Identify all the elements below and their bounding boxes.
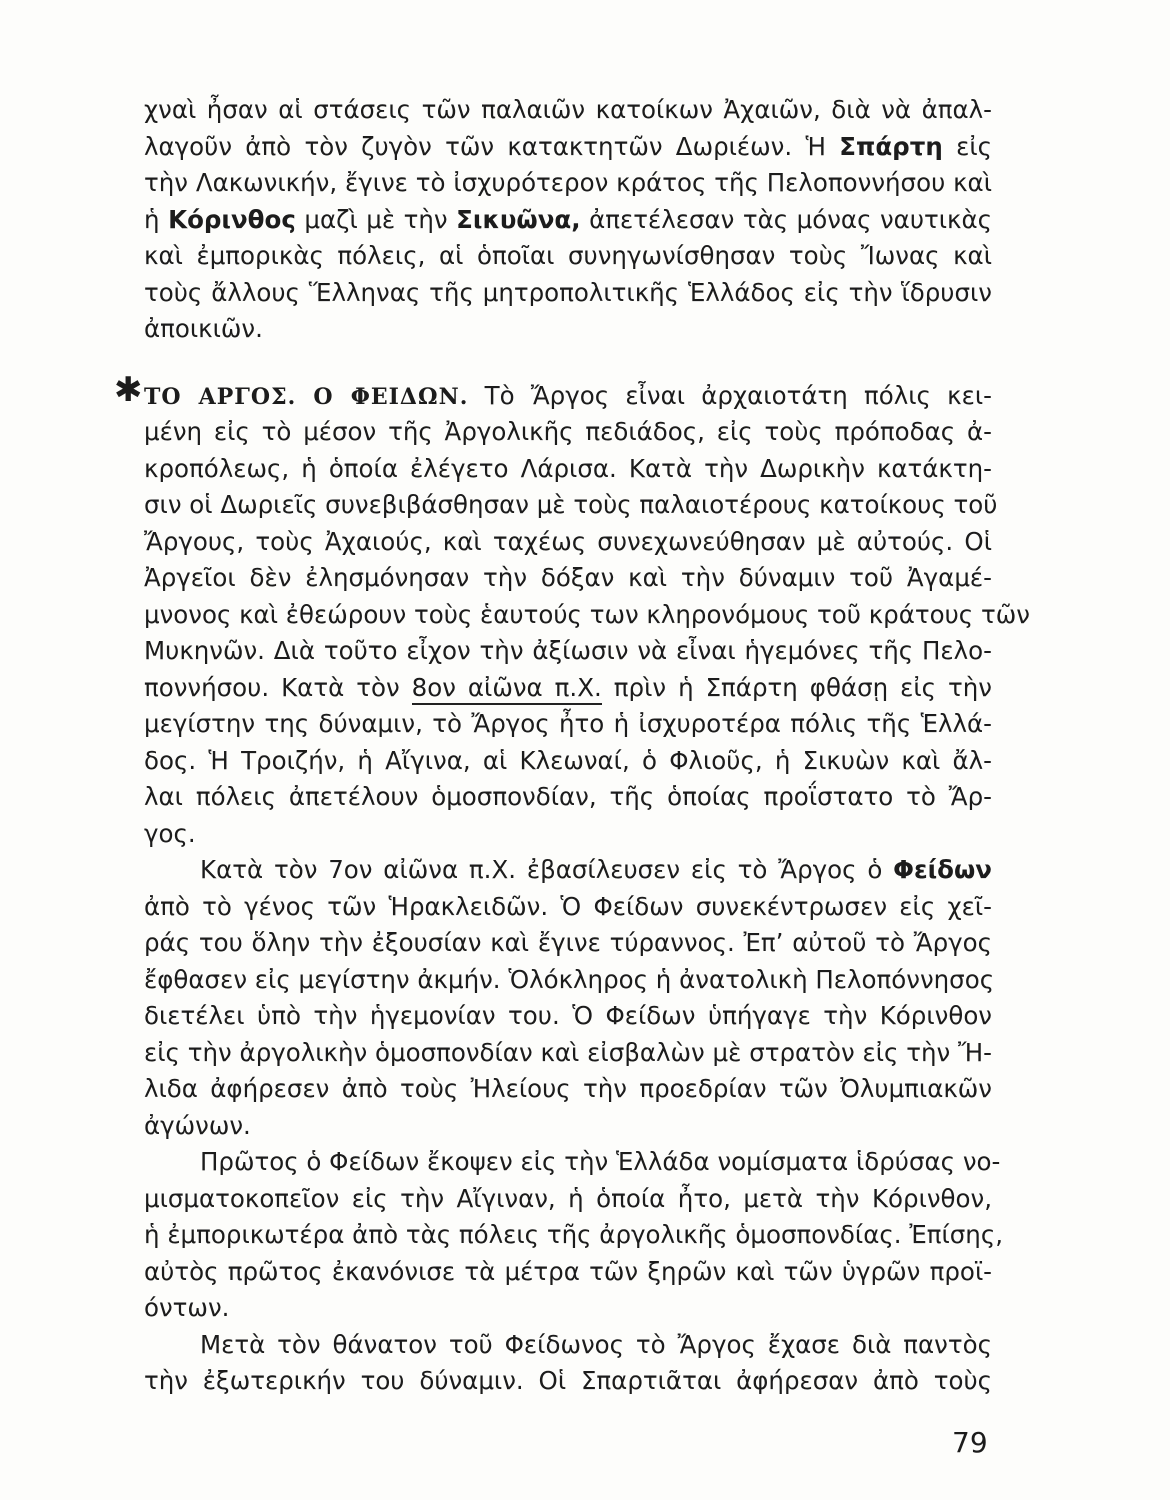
place-name-sparti: Σπάρτη xyxy=(839,131,943,161)
page-body-text xyxy=(144,92,1030,1400)
text-line: Μετὰ τὸν θάνατον τοῦ Φείδωνος τὸ Ἄργος ἔχασε διὰ παντὸς xyxy=(200,1329,992,1359)
text-line: τοὺς ἄλλους Ἕλληνας τῆς μητροπολιτικῆς Ἑλλάδος εἰς τὴν ἵδρυσιν xyxy=(144,277,992,307)
text-line: κροπόλεως, ἡ ὁποία ἐλέγετο Λάρισα. Κατὰ τὴν Δωρικὴν κατάκτη- xyxy=(144,453,992,483)
place-name-korinthos: Κόρινθος xyxy=(168,204,296,234)
text-line: τὴν Λακωνικήν, ἔγινε τὸ ἰσχυρότερον κράτος τῆς Πελοποννήσου καὶ xyxy=(144,168,992,197)
text-span: Τὸ Ἄργος εἶναι ἀρχαιοτάτη πόλις κει- xyxy=(484,380,992,410)
text-line: όντων. xyxy=(144,1293,230,1322)
text-line: τὴν ἐξωτερικήν του δύναμιν. Οἱ Σπαρτιᾶται ἀφήρεσαν ἀπὸ τοὺς xyxy=(144,1366,992,1395)
page-number: 79 xyxy=(952,1426,988,1459)
text-line: Ἄργους, τοὺς Ἀχαιούς, καὶ ταχέως συνεχωνεύθησαν μὲ αὐτούς. Οἱ xyxy=(144,526,992,556)
text-line: εἰς τὴν ἀργολικὴν ὁμοσπονδίαν καὶ εἰσβαλὼν μὲ στρατὸν εἰς τὴν Ἤ- xyxy=(144,1037,992,1067)
text-span: πρὶν ἡ Σπάρτη φθάσῃ εἰς τὴν xyxy=(613,672,992,702)
text-span: ἡ xyxy=(144,204,160,234)
text-line: ἔφθασεν εἰς μεγίστην ἀκμήν. Ὁλόκληρος ἡ ἀνατολικὴ Πελοπόννησος xyxy=(144,964,995,994)
text-line: χναὶ ἦσαν αἱ στάσεις τῶν παλαιῶν κατοίκων Ἀχαιῶν, διὰ νὰ ἀπαλ- xyxy=(144,95,992,124)
text-line: ἀπὸ τὸ γένος τῶν Ἡρακλειδῶν. Ὁ Φείδων συνεκέντρωσεν εἰς χεῖ- xyxy=(144,891,992,921)
text-line xyxy=(144,378,992,415)
paragraph-intro xyxy=(144,92,992,348)
text-line xyxy=(144,852,992,889)
underlined-date: 8ον αἰῶνα π.Χ. xyxy=(412,673,602,705)
paragraph-coinage xyxy=(144,1144,1003,1327)
text-line: ἀποικιῶν. xyxy=(144,314,263,343)
text-line: διετέλει ὑπὸ τὴν ἡγεμονίαν του. Ὁ Φείδων ὑπήγαγε τὴν Κόρινθον xyxy=(144,1001,992,1030)
text-line: δος. Ἡ Τροιζήν, ἡ Αἴγινα, αἱ Κλεωναί, ὁ Φλιοῦς, ἡ Σικυὼν καὶ ἄλ- xyxy=(144,745,992,775)
text-line: αὐτὸς πρῶτος ἐκανόνισε τὰ μέτρα τῶν ξηρῶν καὶ τῶν ὑγρῶν προϊ- xyxy=(144,1256,992,1286)
text-line: μισματοκοπεῖον εἰς τὴν Αἴγιναν, ἡ ὁποία ἦτο, μετὰ τὴν Κόρινθον, xyxy=(144,1183,992,1213)
text-span: εἰς xyxy=(956,131,993,161)
place-name-sikyona: Σικυῶνα, xyxy=(456,204,581,234)
paragraph-feidon xyxy=(144,852,995,1144)
text-line: σιν οἱ Δωριεῖς συνεβιβάσθησαν μὲ τοὺς παλαιοτέρους κατοίκους τοῦ xyxy=(144,490,998,519)
text-line xyxy=(144,129,992,166)
text-line: ράς του ὅλην τὴν ἐξουσίαν καὶ ἔγινε τύραννος. Ἐπ’ αὐτοῦ τὸ Ἄργος xyxy=(144,928,992,957)
text-line: μνονος καὶ ἐθεώρουν τοὺς ἑαυτούς των κληρονόμους τοῦ κράτους τῶν xyxy=(144,599,1030,629)
text-line xyxy=(144,670,992,707)
text-line: μένη εἰς τὸ μέσον τῆς Ἀργολικῆς πεδιάδος, εἰς τοὺς πρόποδας ἀ- xyxy=(144,417,992,446)
text-line: Πρῶτος ὁ Φείδων ἔκοψεν εἰς τὴν Ἑλλάδα νομίσματα ἱδρύσας νο- xyxy=(200,1147,1001,1176)
text-span: ποννήσου. Κατὰ τὸν xyxy=(144,672,400,702)
text-span: Κατὰ τὸν 7ον αἰῶνα π.Χ. ἐβασίλευσεν εἰς τὸ Ἄργος ὁ xyxy=(200,855,883,884)
paragraph-decline xyxy=(144,1327,992,1400)
text-line: γος. xyxy=(144,818,196,848)
text-span: μαζὶ μὲ τὴν xyxy=(304,204,448,234)
text-line: Ἀργεῖοι δὲν ἐλησμόνησαν τὴν δόξαν καὶ τὴν δύναμιν τοῦ Ἀγαμέ- xyxy=(144,563,992,592)
text-line: λιδα ἀφήρεσεν ἀπὸ τοὺς Ἠλείους τὴν προεδρίαν τῶν Ὀλυμπιακῶν xyxy=(144,1074,992,1103)
text-line: μεγίστην της δύναμιν, τὸ Ἄργος ἦτο ἡ ἰσχυροτέρα πόλις τῆς Ἑλλά- xyxy=(144,709,992,738)
text-line: λαι πόλεις ἀπετέλουν ὁμοσπονδίαν, τῆς ὁποίας προΐστατο τὸ Ἄρ- xyxy=(144,782,992,811)
text-span: ἀπετέλεσαν τὰς μόνας ναυτικὰς xyxy=(589,204,993,234)
text-line xyxy=(144,202,992,239)
section-marker-asterisk-icon: ✱ xyxy=(114,370,143,410)
section-heading: ΤΟ ΑΡΓΟΣ. Ο ΦΕΙΔΩΝ. xyxy=(144,383,469,410)
section-argos xyxy=(144,378,1030,853)
text-span: λαγοῦν ἀπὸ τὸν ζυγὸν τῶν κατακτητῶν Δωριέων. Ἡ xyxy=(144,131,826,161)
text-line: ἀγώνων. xyxy=(144,1110,251,1140)
person-name-feidon: Φείδων xyxy=(893,855,992,884)
text-line: ἡ ἐμπορικωτέρα ἀπὸ τὰς πόλεις τῆς ἀργολικῆς ὁμοσπονδίας. Ἐπίσης, xyxy=(144,1220,1003,1249)
text-line: Μυκηνῶν. Διὰ τοῦτο εἶχον τὴν ἀξίωσιν νὰ εἶναι ἡγεμόνες τῆς Πελο- xyxy=(144,636,992,665)
text-line: καὶ ἐμπορικὰς πόλεις, αἱ ὁποῖαι συνηγωνίσθησαν τοὺς Ἴωνας καὶ xyxy=(144,241,992,270)
